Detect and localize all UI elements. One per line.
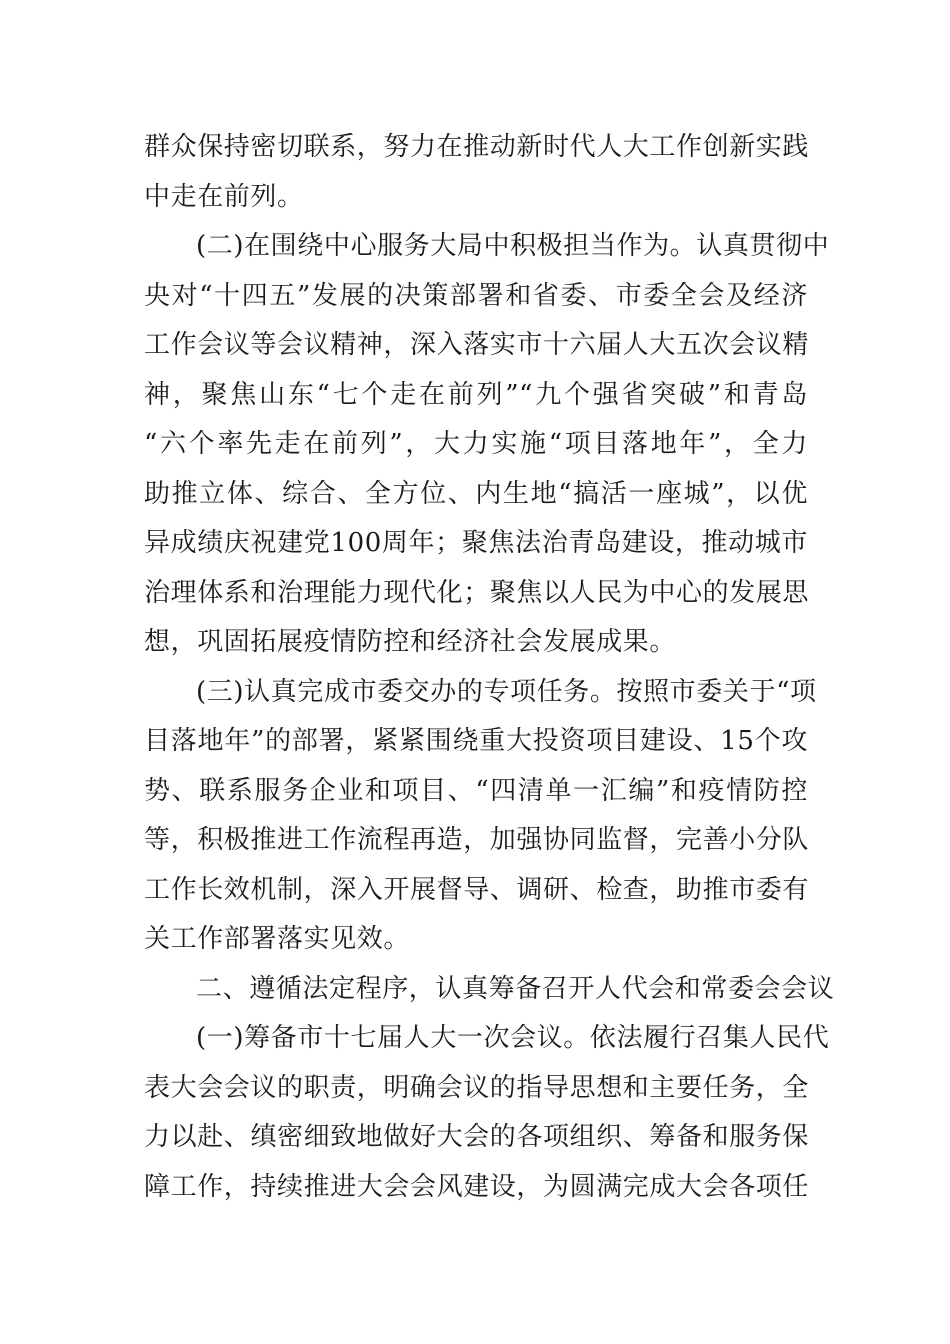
text-line: 障工作，持续推进大会会风建设，为圆满完成大会各项任 xyxy=(144,1171,810,1202)
text-line: 想，巩固拓展疫情防控和经济社会发展成果。 xyxy=(144,627,677,657)
text-line: 工作长效机制，深入开展督导、调研、检查，助推市委有 xyxy=(144,874,810,905)
text-line: 目落地年”的部署，紧紧围绕重大投资项目建设、15个攻 xyxy=(144,726,808,756)
text-line: 等，积极推进工作流程再造，加强协同监督，完善小分队 xyxy=(144,825,810,855)
text-line: 群众保持密切联系，努力在推动新时代人大工作创新实践 xyxy=(144,132,810,162)
document-body xyxy=(144,123,835,1212)
text-line: 工作会议等会议精神，深入落实市十六届人大五次会议精 xyxy=(144,330,810,360)
text-line: 势、联系服务企业和项目、“四清单一汇编”和疫情防控 xyxy=(144,775,808,806)
text-line: (二)在围绕中心服务大局中积极担当作为。认真贯彻中 xyxy=(196,231,830,261)
text-line: 助推立体、综合、全方位、内生地“搞活一座城”，以优 xyxy=(144,478,808,509)
text-line: 央对“十四五”发展的决策部署和省委、市委全会及经济 xyxy=(144,280,808,311)
text-line: 关工作部署落实见效。 xyxy=(144,924,411,954)
text-line: “六个率先走在前列”，大力实施“项目落地年”，全力 xyxy=(144,429,808,459)
text-line: 神，聚焦山东“七个走在前列”“九个强省突破”和青岛 xyxy=(144,379,808,410)
text-line: 表大会会议的职责，明确会议的指导思想和主要任务，全 xyxy=(144,1072,810,1103)
text-line: 中走在前列。 xyxy=(144,181,304,212)
text-line: 异成绩庆祝建党100周年；聚焦法治青岛建设，推动城市 xyxy=(144,528,808,558)
text-line: (一)筹备市十七届人大一次会议。依法履行召集人民代 xyxy=(196,1023,830,1053)
text-line: 二、遵循法定程序，认真筹备召开人代会和常委会会议 xyxy=(196,973,835,1004)
text-line: 力以赴、缜密细致地做好大会的各项组织、筹备和服务保 xyxy=(144,1122,810,1152)
text-line: (三)认真完成市委交办的专项任务。按照市委关于“项 xyxy=(196,676,817,707)
text-line: 治理体系和治理能力现代化；聚焦以人民为中心的发展思 xyxy=(144,577,810,608)
